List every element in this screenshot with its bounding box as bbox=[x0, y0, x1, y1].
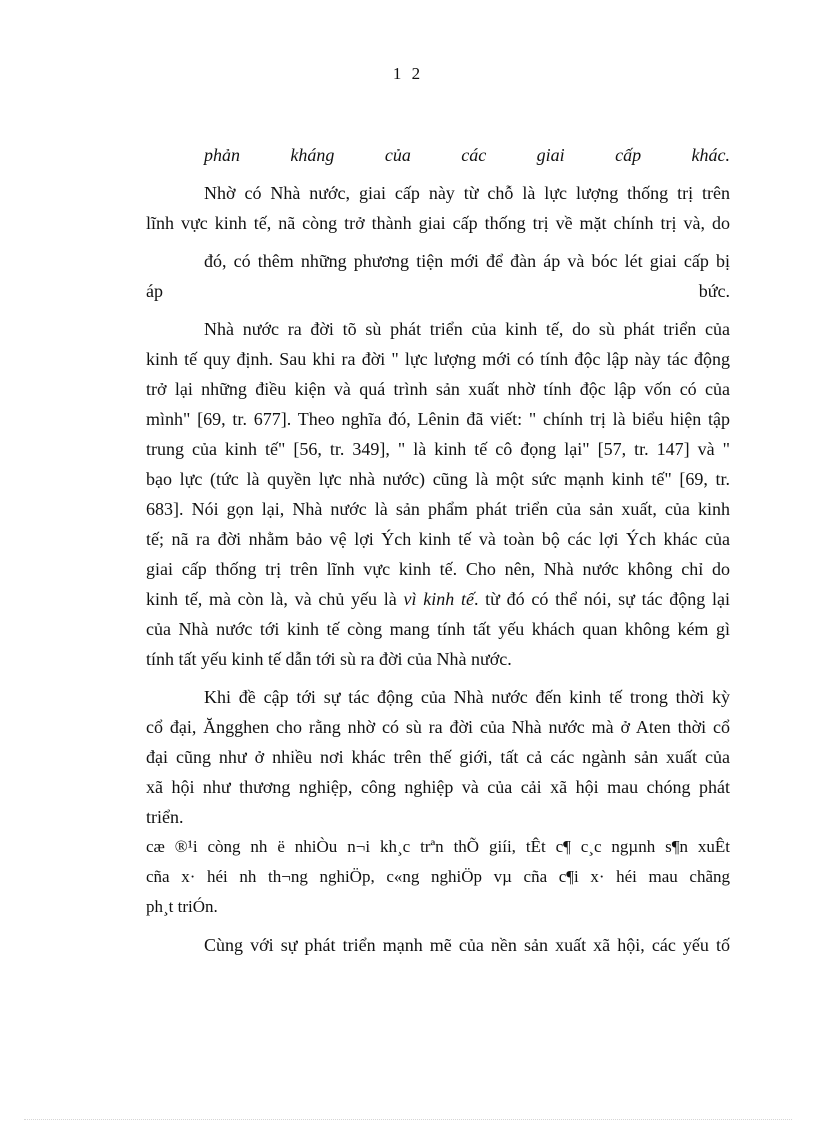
italic-phrase: vì kinh tế bbox=[403, 589, 474, 609]
text-line: mình" [69, tr. 677]. Theo nghĩa đó, Lênin đã viết: " chính trị là biểu hiện tập bbox=[146, 409, 730, 429]
text-line: Cùng với sự phát triển mạnh mẽ của nền sản xuất xã hội, các yếu tố bbox=[204, 935, 730, 955]
text-line: cổ đại, Ăngghen cho rằng nhờ có sù ra đời của Nhà nước mà ở Aten thời cổ bbox=[146, 717, 730, 737]
text-line: xã hội như thương nghiệp, công nghiệp và của cải xã hội mau chóng phát bbox=[146, 777, 730, 797]
text-line: triển. bbox=[146, 807, 184, 827]
document-body bbox=[146, 140, 730, 960]
page-number: 1 2 bbox=[392, 64, 424, 83]
text-segment: . từ đó có thể nói, sự tác động lại bbox=[473, 589, 731, 609]
text-line: trung của kinh tế" [56, tr. 349], " là kinh tế cô đọng lại" [57, tr. 147] và " bbox=[146, 439, 730, 459]
text-line: lĩnh vực kinh tế, nã còng trở thành giai cấp thống trị về mặt chính trị và, do bbox=[146, 213, 730, 233]
text-line: phản kháng của các giai cấp khác. bbox=[204, 145, 730, 165]
text-line: đại cũng như ở nhiều nơi khác trên thế giới, tất cả các ngành sản xuất của bbox=[146, 747, 730, 767]
text-line: Nhà nước ra đời tõ sù phát triển của kinh tế, do sù phát triển của bbox=[204, 319, 730, 339]
text-line: Khi đề cập tới sự tác động của Nhà nước đến kinh tế trong thời kỳ bbox=[204, 687, 730, 707]
text-line: áp bức. bbox=[146, 281, 730, 301]
garbled-text-line: cña x· héi nh th¬ng nghiÖp, c«ng nghiÖp vµ cña c¶i x· héi mau chãng bbox=[146, 867, 730, 886]
text-line: trở lại những điều kiện và quá trình sản xuất nhờ tính độc lập vốn có của bbox=[146, 379, 730, 399]
text-line: Nhờ có Nhà nước, giai cấp này từ chỗ là lực lượng thống trị trên bbox=[204, 183, 730, 203]
page-bottom-divider bbox=[24, 1119, 792, 1120]
text-line: bạo lực (tức là quyền lực nhà nước) cũng là một sức mạnh kinh tế" [69, tr. bbox=[146, 469, 730, 489]
garbled-text-line: cæ ®¹i còng nh ë nhiÒu n¬i kh¸c trªn thÕ giíi, tÊt c¶ c¸c ngµnh s¶n xuÊt bbox=[146, 837, 730, 856]
text-line: kinh tế quy định. Sau khi ra đời " lực lượng mới có tính độc lập này tác động bbox=[146, 349, 730, 369]
garbled-text-line: ph¸t triÓn. bbox=[146, 897, 218, 916]
text-line: đó, có thêm những phương tiện mới để đàn áp và bóc lét giai cấp bị bbox=[204, 251, 730, 271]
text-line: của Nhà nước tới kinh tế còng mang tính tất yếu khách quan không kém gì bbox=[146, 619, 730, 639]
text-line: tế; nã ra đời nhằm bảo vệ lợi Ých kinh tế và toàn bộ các lợi Ých khác của bbox=[146, 529, 730, 549]
text-line: tính tất yếu kinh tế dẫn tới sù ra đời của Nhà nước. bbox=[146, 649, 512, 669]
text-line: giai cấp thống trị trên lĩnh vực kinh tế. Cho nên, Nhà nước không chỉ do bbox=[146, 559, 730, 579]
text-segment: kinh tế, mà còn là, và chủ yếu là bbox=[146, 589, 404, 609]
text-line bbox=[146, 584, 730, 614]
text-line: 683]. Nói gọn lại, Nhà nước là sản phẩm phát triển của sản xuất, của kinh bbox=[146, 499, 730, 519]
